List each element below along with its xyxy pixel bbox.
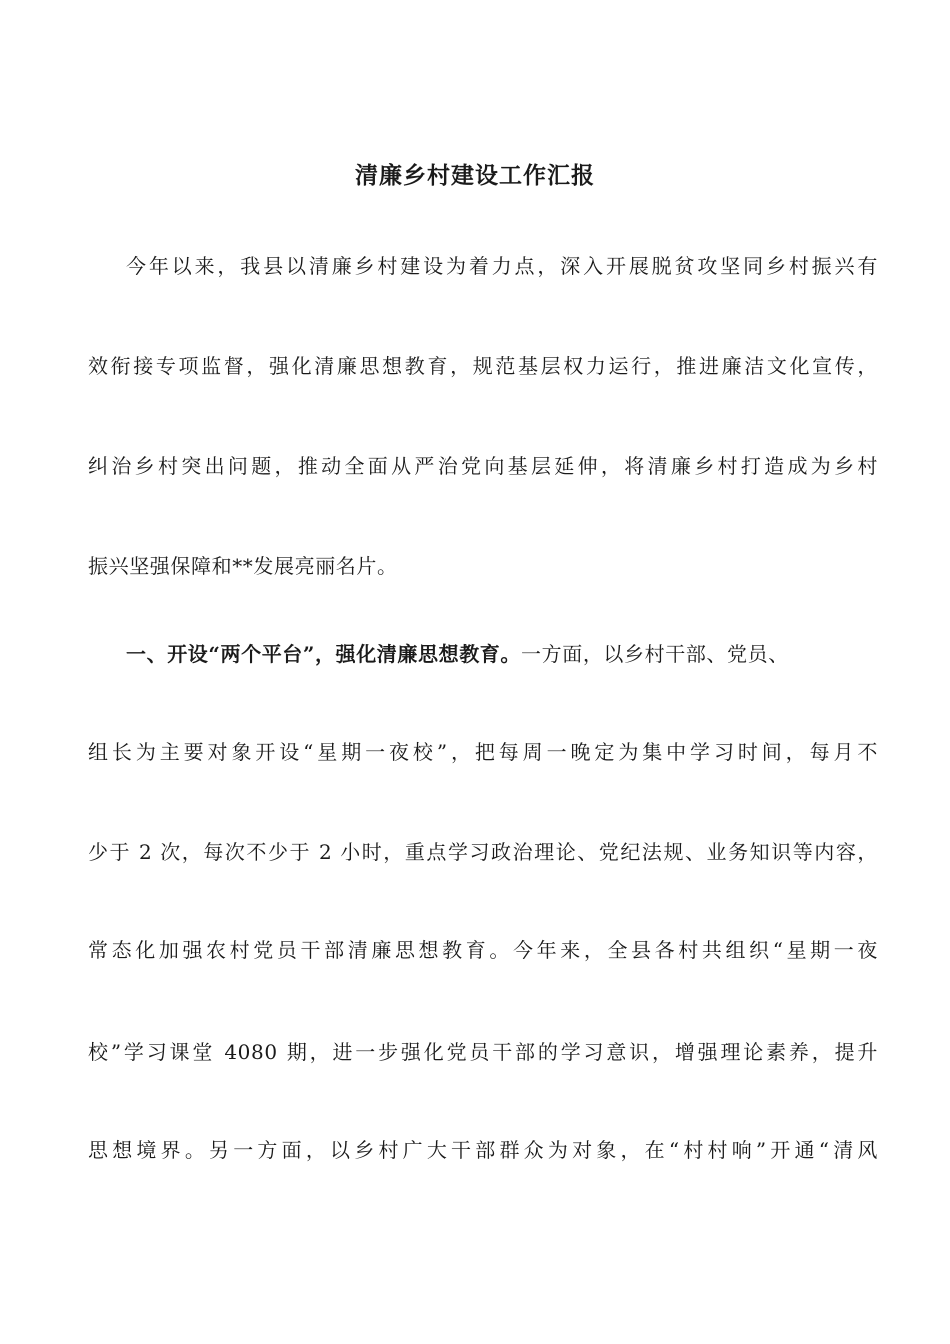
paragraph2-line5: 校”学习课堂 4080 期，进一步强化党员干部的学习意识，增强理论素养，提升	[88, 1040, 878, 1064]
section-heading: 一、开设“两个平台”，强化清廉思想教育。	[126, 642, 522, 666]
document-title: 清廉乡村建设工作汇报	[355, 162, 595, 189]
paragraph2-line1	[126, 636, 878, 672]
paragraph2-line6: 思想境界。另一方面，以乡村广大干部群众为对象，在“村村响”开通“清风	[88, 1138, 878, 1162]
paragraph2-line2: 组长为主要对象开设“星期一夜校”，把每周一晚定为集中学习时间，每月不	[88, 740, 878, 764]
paragraph1-line1: 今年以来，我县以清廉乡村建设为着力点，深入开展脱贫攻坚同乡村振兴有	[126, 254, 878, 278]
paragraph1-line4: 振兴坚强保障和**发展亮丽名片。	[88, 554, 398, 578]
paragraph2-line1-text: 一方面，以乡村干部、党员、	[521, 642, 789, 666]
paragraph1-line2: 效衔接专项监督，强化清廉思想教育，规范基层权力运行，推进廉洁文化宣传，	[88, 354, 878, 378]
paragraph2-line4: 常态化加强农村党员干部清廉思想教育。今年来，全县各村共组织“星期一夜	[88, 938, 878, 962]
paragraph1-line3: 纠治乡村突出问题，推动全面从严治党向基层延伸，将清廉乡村打造成为乡村	[88, 454, 878, 478]
paragraph2-line3: 少于 2 次，每次不少于 2 小时，重点学习政治理论、党纪法规、业务知识等内容，	[88, 840, 878, 864]
